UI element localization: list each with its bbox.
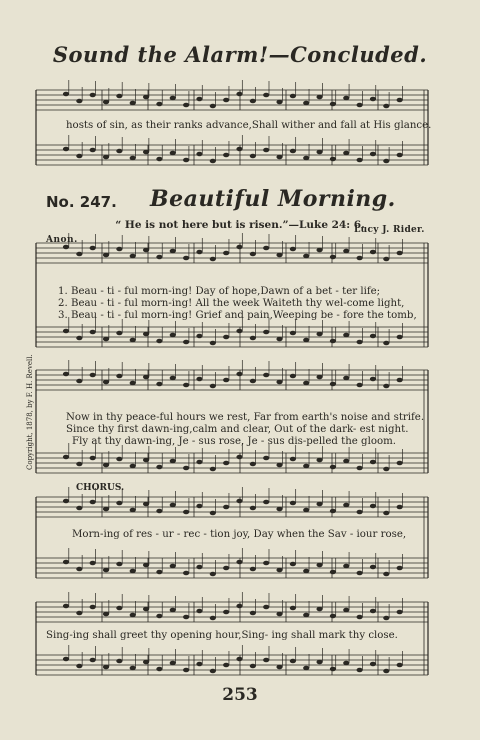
note-head xyxy=(103,568,109,573)
note-head xyxy=(156,465,162,470)
note-head xyxy=(370,565,376,570)
note-head xyxy=(250,462,256,467)
note-head xyxy=(116,247,122,252)
note-head xyxy=(143,563,149,568)
note-head xyxy=(357,571,363,576)
note-head xyxy=(90,561,96,566)
note-head xyxy=(63,455,69,460)
note-head xyxy=(116,606,122,611)
note-head xyxy=(196,250,202,255)
note-head xyxy=(210,572,216,577)
note-head xyxy=(130,613,136,618)
note-head xyxy=(76,462,82,467)
note-head xyxy=(170,333,176,338)
note-head xyxy=(303,254,309,259)
note-head xyxy=(130,508,136,513)
note-head xyxy=(263,93,269,98)
note-head xyxy=(303,156,309,161)
note-head xyxy=(170,376,176,381)
note-head xyxy=(397,98,403,103)
note-head xyxy=(210,104,216,109)
note-head xyxy=(303,666,309,671)
note-head xyxy=(103,463,109,468)
note-head xyxy=(143,607,149,612)
note-head xyxy=(343,151,349,156)
note-head xyxy=(183,615,189,620)
note-head xyxy=(116,149,122,154)
note-head xyxy=(357,466,363,471)
note-head xyxy=(223,663,229,668)
note-head xyxy=(223,461,229,466)
note-heads xyxy=(63,80,403,673)
note-head xyxy=(276,100,282,105)
note-head xyxy=(290,374,296,379)
note-head xyxy=(76,664,82,669)
note-head xyxy=(330,339,336,344)
note-head xyxy=(156,382,162,387)
note-head xyxy=(236,499,242,504)
note-head xyxy=(236,372,242,377)
note-head xyxy=(103,612,109,617)
continued-hymn-title: Sound the Alarm!—Concluded. xyxy=(52,42,428,67)
note-head xyxy=(63,499,69,504)
verse2-line2: Since thy first dawn-ing,calm and clear, Out of the dark- est night. xyxy=(66,424,409,435)
note-head xyxy=(397,505,403,510)
note-head xyxy=(210,257,216,262)
note-head xyxy=(330,509,336,514)
note-head xyxy=(370,97,376,102)
note-head xyxy=(76,567,82,572)
note-head xyxy=(250,252,256,257)
note-head xyxy=(170,459,176,464)
note-head xyxy=(276,337,282,342)
note-head xyxy=(397,610,403,615)
lyricist-credit: Anon. xyxy=(46,235,78,245)
note-head xyxy=(383,669,389,674)
note-head xyxy=(370,460,376,465)
note-head xyxy=(63,92,69,97)
note-head xyxy=(250,567,256,572)
note-head xyxy=(103,100,109,105)
note-head xyxy=(183,668,189,673)
note-head xyxy=(156,509,162,514)
note-head xyxy=(130,254,136,259)
note-head xyxy=(236,604,242,609)
note-head xyxy=(316,375,322,380)
note-head xyxy=(397,566,403,571)
note-head xyxy=(343,564,349,569)
note-head xyxy=(316,332,322,337)
note-head xyxy=(210,511,216,516)
note-head xyxy=(130,666,136,671)
note-head xyxy=(316,150,322,155)
note-head xyxy=(236,92,242,97)
note-head xyxy=(316,248,322,253)
note-head xyxy=(183,158,189,163)
note-head xyxy=(156,102,162,107)
note-head xyxy=(290,247,296,252)
note-head xyxy=(183,466,189,471)
note-head xyxy=(383,257,389,262)
note-head xyxy=(196,609,202,614)
note-head xyxy=(103,507,109,512)
note-head xyxy=(156,614,162,619)
note-head xyxy=(116,374,122,379)
note-head xyxy=(63,245,69,250)
note-head xyxy=(196,97,202,102)
note-head xyxy=(290,606,296,611)
chorus-label: CHORUS. xyxy=(76,483,125,493)
note-head xyxy=(236,560,242,565)
note-head xyxy=(343,459,349,464)
note-head xyxy=(383,341,389,346)
note-head xyxy=(130,381,136,386)
note-head xyxy=(370,334,376,339)
note-head xyxy=(357,615,363,620)
note-head xyxy=(170,503,176,508)
note-head xyxy=(76,611,82,616)
note-head xyxy=(196,662,202,667)
note-head xyxy=(143,458,149,463)
note-head xyxy=(343,661,349,666)
note-head xyxy=(63,372,69,377)
note-head xyxy=(116,457,122,462)
note-head xyxy=(383,104,389,109)
note-head xyxy=(170,661,176,666)
note-head xyxy=(383,467,389,472)
note-head xyxy=(76,154,82,159)
note-head xyxy=(76,99,82,104)
note-head xyxy=(276,507,282,512)
note-head xyxy=(276,463,282,468)
note-head xyxy=(357,340,363,345)
note-head xyxy=(116,501,122,506)
note-head xyxy=(183,340,189,345)
note-head xyxy=(397,153,403,158)
note-head xyxy=(210,467,216,472)
chorus-line1: Morn-ing of res - ur - rec - tion joy, Day when the Sav - iour rose, xyxy=(72,529,407,540)
note-head xyxy=(170,96,176,101)
note-head xyxy=(130,569,136,574)
note-head xyxy=(263,658,269,663)
scripture-epigraph: “ He is not here but is risen.”—Luke 24: 6. xyxy=(115,219,365,231)
composer-credit: Lucy J. Rider. xyxy=(354,225,425,235)
note-head xyxy=(290,457,296,462)
note-head xyxy=(397,378,403,383)
note-head xyxy=(90,373,96,378)
note-head xyxy=(103,155,109,160)
note-head xyxy=(156,667,162,672)
note-head xyxy=(156,157,162,162)
note-head xyxy=(143,95,149,100)
note-head xyxy=(290,659,296,664)
note-head xyxy=(223,335,229,340)
verse3-line2: Fly at thy dawn-ing, Je - sus rose, Je - sus dis-pelled the gloom. xyxy=(72,436,396,447)
note-head xyxy=(370,250,376,255)
note-head xyxy=(357,668,363,673)
note-head xyxy=(236,329,242,334)
note-head xyxy=(276,380,282,385)
hymn-number: No. 247. xyxy=(46,193,117,211)
note-head xyxy=(183,510,189,515)
note-head xyxy=(116,94,122,99)
note-head xyxy=(223,610,229,615)
copyright-notice: Copyright, 1878, by F. H. Revell. xyxy=(26,354,34,470)
note-head xyxy=(303,508,309,513)
note-head xyxy=(90,500,96,505)
note-head xyxy=(263,148,269,153)
note-head xyxy=(156,570,162,575)
note-head xyxy=(196,460,202,465)
note-head xyxy=(90,456,96,461)
note-head xyxy=(263,561,269,566)
note-head xyxy=(383,384,389,389)
note-head xyxy=(143,502,149,507)
note-head xyxy=(196,565,202,570)
note-head xyxy=(223,251,229,256)
note-head xyxy=(330,102,336,107)
note-head xyxy=(130,156,136,161)
note-head xyxy=(63,657,69,662)
note-head xyxy=(130,464,136,469)
note-head xyxy=(223,505,229,510)
note-head xyxy=(210,616,216,621)
verse3-line1: 3. Beau - ti - ful morn-ing! Grief and pain,Weeping be - fore the tomb, xyxy=(58,310,417,321)
note-head xyxy=(116,659,122,664)
note-head xyxy=(370,662,376,667)
note-head xyxy=(263,330,269,335)
note-head xyxy=(210,384,216,389)
note-head xyxy=(63,560,69,565)
note-head xyxy=(316,607,322,612)
note-head xyxy=(290,94,296,99)
note-head xyxy=(316,458,322,463)
note-head xyxy=(276,665,282,670)
note-head xyxy=(130,101,136,106)
note-head xyxy=(236,245,242,250)
note-head xyxy=(343,376,349,381)
note-head xyxy=(76,252,82,257)
note-head xyxy=(343,96,349,101)
note-head xyxy=(303,464,309,469)
note-head xyxy=(316,502,322,507)
note-head xyxy=(357,383,363,388)
note-head xyxy=(196,504,202,509)
note-head xyxy=(357,103,363,108)
note-head xyxy=(330,157,336,162)
note-head xyxy=(303,569,309,574)
note-head xyxy=(316,95,322,100)
note-head xyxy=(196,377,202,382)
note-head xyxy=(290,562,296,567)
note-head xyxy=(330,614,336,619)
note-head xyxy=(236,455,242,460)
note-head xyxy=(290,149,296,154)
note-head xyxy=(170,151,176,156)
note-head xyxy=(236,147,242,152)
concluded-lyric-line: hosts of sin, as their ranks advance,Shall wither and fall at His glance. xyxy=(66,120,432,131)
note-head xyxy=(343,333,349,338)
note-head xyxy=(90,330,96,335)
note-head xyxy=(250,664,256,669)
note-head xyxy=(223,566,229,571)
note-head xyxy=(383,572,389,577)
note-head xyxy=(290,331,296,336)
note-head xyxy=(90,658,96,663)
note-head xyxy=(90,246,96,251)
verse1-line1: 1. Beau - ti - ful morn-ing! Day of hope,Dawn of a bet - ter life; xyxy=(58,286,381,297)
note-head xyxy=(103,337,109,342)
note-head xyxy=(103,380,109,385)
note-head xyxy=(263,373,269,378)
note-head xyxy=(250,336,256,341)
note-head xyxy=(316,563,322,568)
note-head xyxy=(223,153,229,158)
note-head xyxy=(263,456,269,461)
verse2-line1: 2. Beau - ti - ful morn-ing! All the week Waiteth thy wel-come light, xyxy=(58,298,405,309)
note-head xyxy=(196,334,202,339)
note-head xyxy=(90,605,96,610)
note-head xyxy=(290,501,296,506)
note-head xyxy=(103,665,109,670)
note-head xyxy=(330,667,336,672)
note-head xyxy=(397,663,403,668)
note-head xyxy=(250,99,256,104)
note-head xyxy=(276,253,282,258)
note-head xyxy=(170,249,176,254)
note-head xyxy=(143,332,149,337)
note-head xyxy=(116,562,122,567)
note-head xyxy=(116,331,122,336)
note-head xyxy=(343,503,349,508)
note-head xyxy=(276,568,282,573)
chorus-line2: Sing-ing shall greet thy opening hour,Sing- ing shall mark thy close. xyxy=(46,630,398,641)
note-head xyxy=(170,564,176,569)
note-head xyxy=(303,613,309,618)
note-head xyxy=(357,256,363,261)
note-head xyxy=(250,154,256,159)
note-head xyxy=(383,511,389,516)
note-head xyxy=(383,159,389,164)
note-head xyxy=(250,379,256,384)
note-head xyxy=(370,377,376,382)
note-head xyxy=(343,249,349,254)
note-head xyxy=(210,669,216,674)
staff-lines xyxy=(36,90,428,675)
note-head xyxy=(330,255,336,260)
note-head xyxy=(90,93,96,98)
note-head xyxy=(143,375,149,380)
note-head xyxy=(170,608,176,613)
note-head xyxy=(357,158,363,163)
note-head xyxy=(330,465,336,470)
note-head xyxy=(370,504,376,509)
note-head xyxy=(156,339,162,344)
note-head xyxy=(76,336,82,341)
note-head xyxy=(63,329,69,334)
note-head xyxy=(76,379,82,384)
verse1-line2: Now in thy peace-ful hours we rest, Far from earth's noise and strife. xyxy=(66,412,425,423)
hymn-title: Beautiful Morning. xyxy=(150,186,396,212)
note-head xyxy=(370,609,376,614)
note-head xyxy=(103,253,109,258)
note-head xyxy=(210,341,216,346)
note-head xyxy=(130,338,136,343)
note-head xyxy=(303,381,309,386)
note-head xyxy=(263,605,269,610)
note-head xyxy=(250,506,256,511)
note-head xyxy=(63,147,69,152)
note-head xyxy=(397,461,403,466)
page-number: 253 xyxy=(222,685,258,705)
note-head xyxy=(263,246,269,251)
note-head xyxy=(223,98,229,103)
note-head xyxy=(330,570,336,575)
note-head xyxy=(183,103,189,108)
note-head xyxy=(183,256,189,261)
note-head xyxy=(143,248,149,253)
note-head xyxy=(370,152,376,157)
note-head xyxy=(143,150,149,155)
note-head xyxy=(183,571,189,576)
note-head xyxy=(263,500,269,505)
note-head xyxy=(316,660,322,665)
note-head xyxy=(210,159,216,164)
note-head xyxy=(250,611,256,616)
note-head xyxy=(183,383,189,388)
note-head xyxy=(76,506,82,511)
note-head xyxy=(303,101,309,106)
note-head xyxy=(156,255,162,260)
note-head xyxy=(357,510,363,515)
note-head xyxy=(397,251,403,256)
note-head xyxy=(303,338,309,343)
note-head xyxy=(343,608,349,613)
note-head xyxy=(236,657,242,662)
note-head xyxy=(90,148,96,153)
note-head xyxy=(330,382,336,387)
note-head xyxy=(397,335,403,340)
note-head xyxy=(223,378,229,383)
note-head xyxy=(143,660,149,665)
note-head xyxy=(383,616,389,621)
note-head xyxy=(63,604,69,609)
note-head xyxy=(276,155,282,160)
note-head xyxy=(276,612,282,617)
note-head xyxy=(196,152,202,157)
